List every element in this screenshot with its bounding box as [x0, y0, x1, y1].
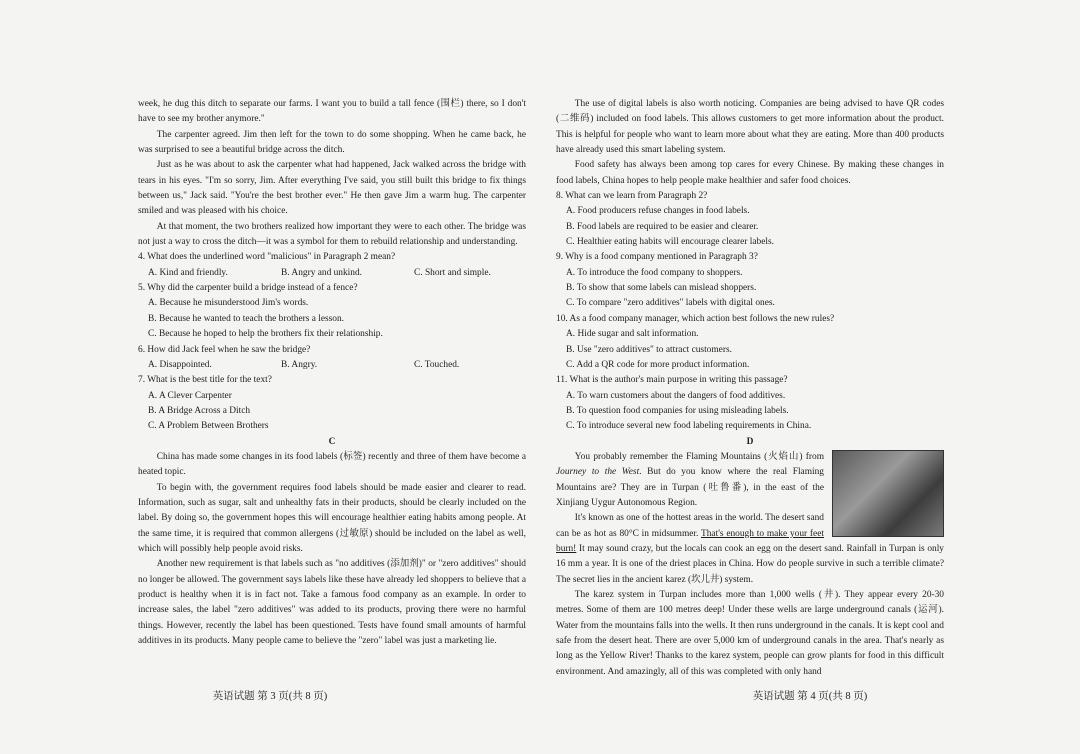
paragraph: At that moment, the two brothers realized how important they were to each other. The bridge was not just a way to cross the ditch—it was a symbol for them to rebuild relationship and understanding.: [138, 221, 526, 248]
option-b: B. To question food companies for using misleading labels.: [566, 405, 789, 416]
question-5: 5. Why did the carpenter build a bridge instead of a fence?: [138, 283, 358, 294]
section-heading-d: D: [746, 436, 754, 447]
option-b: B. Food labels are required to be easier and clearer.: [566, 221, 759, 232]
question-10: 10. As a food company manager, which action best follows the new rules?: [556, 313, 835, 324]
option-c: C. Short and simple.: [414, 267, 491, 278]
option-a: A. Kind and friendly.: [148, 267, 228, 278]
option-a: A. To warn customers about the dangers of food additives.: [566, 390, 786, 401]
option-c: C. Healthier eating habits will encourage clearer labels.: [566, 237, 774, 248]
underlined-sentence: That's enough to make your feet burn!: [556, 528, 824, 554]
option-b: B. Use "zero additives" to attract customers.: [566, 344, 732, 355]
option-c: C. To introduce several new food labeling requirements in China.: [566, 421, 812, 432]
paragraph: Just as he was about to ask the carpenter what had happened, Jack walked across the bridge with tears in his eyes. "I'm so sorry, Jim. After everything I've said, you still built this bridge to fix things between us," Jack said. "You're the best brother ever." He then gave Jim a warm hug. The carpenter smiled and was pleased with his choice.: [138, 160, 526, 217]
question-4-options: [138, 266, 526, 281]
text-run: It may sound crazy, but the locals can cook an egg on the desert sand. Rainfall in Turpan is only 16 mm a year. It is one of the driest places in China. How do people survive in such a terrible climate? The secret lies in the ancient karez (坎儿井) system.: [556, 543, 944, 585]
option-a: A. To introduce the food company to shoppers.: [566, 267, 743, 278]
page-4: [540, 0, 1080, 754]
paragraph: China has made some changes in its food labels (标签) recently and three of them have become a heated topic.: [138, 451, 526, 478]
option-b: B. Angry.: [281, 359, 318, 370]
option-a: A. Disappointed.: [148, 359, 212, 370]
option-b: B. A Bridge Across a Ditch: [148, 405, 251, 416]
text-run: It's known as one of the hottest areas in the world. The desert sand can be as hot as 80°C in midsummer.: [556, 513, 824, 539]
option-c: C. To compare "zero additives" labels with digital ones.: [566, 298, 775, 309]
paragraph: week, he dug this ditch to separate our farms. I want you to build a tall fence (围栏) there, so I don't have to see my brother anymore.": [138, 99, 526, 125]
paragraph: Food safety has always been among top cares for every Chinese. By making these changes in food labels, China hopes to help people make healthier and safer food choices.: [556, 160, 944, 186]
option-c: C. Because he hoped to help the brothers fix their relationship.: [148, 329, 383, 340]
option-c: C. A Problem Between Brothers: [148, 421, 269, 432]
paragraph: The karez system in Turpan includes more than 1,000 wells (井). They appear every 20-30 metres. Some of them are 100 metres deep! Under these wells are large underground canals (运河). Water from the mountains falls into the wells. It then runs underground in the canals. It is kept cool and safe from the desert heat. There are over 5,000 km of underground canals in the area. That's nearly as long as the Yellow River! Thanks to the karez system, people can grow plants for food in this difficult environment. And amazingly, all of this was completed with only hand: [556, 590, 944, 677]
option-b: B. Angry and unkind.: [281, 267, 362, 278]
option-c: C. Add a QR code for more product information.: [566, 359, 750, 370]
paragraph: The carpenter agreed. Jim then left for the town to do some shopping. When he came back, he was surprised to see a beautiful bridge across the ditch.: [138, 129, 526, 156]
question-6: 6. How did Jack feel when he saw the bridge?: [138, 344, 311, 355]
question-6-options: [138, 358, 526, 373]
page-footer: 英语试题 第 3 页(共 8 页): [212, 691, 328, 702]
question-8: 8. What can we learn from Paragraph 2?: [556, 191, 708, 202]
option-a: A. Food producers refuse changes in food labels.: [566, 206, 750, 217]
option-a: A. Because he misunderstood Jim's words.: [148, 298, 309, 309]
right-column: [556, 97, 944, 680]
option-b: B. Because he wanted to teach the brothers a lesson.: [148, 313, 345, 324]
option-a: A. Hide sugar and salt information.: [566, 329, 699, 340]
book-title: Journey to the West: [556, 467, 640, 478]
paragraph: The use of digital labels is also worth noticing. Companies are being advised to have QR codes (二维码) included on food labels. This allows customers to get more information about the product. This is helpful for people who want to learn more about what they are eating. More than 400 products have already used this smart labeling system.: [556, 99, 944, 156]
question-4: 4. What does the underlined word "malicious" in Paragraph 2 mean?: [138, 252, 396, 263]
question-7: 7. What is the best title for the text?: [138, 375, 272, 386]
question-11: 11. What is the author's main purpose in writing this passage?: [556, 375, 788, 386]
left-column: [138, 97, 526, 649]
text-run: You probably remember the Flaming Mountains (火焰山) from: [574, 451, 824, 462]
page-footer: 英语试题 第 4 页(共 8 页): [752, 691, 868, 702]
paragraph: Another new requirement is that labels such as "no additives (添加剂)" or "zero additives" should no longer be allowed. The government says labels like these have already led shoppers to believe that a product is healthy when it is in fact not. Take a famous food company as an example. In order to increase sales, the label "zero additives" was added to its products, proving there were no harmful things. However, recently the label has been questioned. Tests have found small amounts of harmful additives in its products. Many people came to believe the "zero" label was just a marketing lie.: [138, 559, 526, 647]
option-a: A. A Clever Carpenter: [148, 390, 232, 401]
option-c: C. Touched.: [414, 359, 460, 370]
question-9: 9. Why is a food company mentioned in Paragraph 3?: [556, 252, 758, 263]
section-heading-c: C: [328, 436, 336, 447]
option-b: B. To show that some labels can mislead shoppers.: [566, 283, 757, 294]
text-run: . But do you know where the real Flaming Mountains are? They are in Turpan (吐鲁番), in the east of the Xinjiang Uygur Autonomous Region.: [556, 467, 824, 508]
flaming-mountains-photo: [832, 450, 944, 537]
paragraph: To begin with, the government requires food labels should be made easier and clearer to read. Information, such as sugar, salt and unhealthy fats in their products, should be clearly included on the label. By doing so, the government hopes this will encourage healthier eating habits among people. At the same time, it is required that common allergens (过敏原) should be included on the label as well, which will possibly help people avoid risks.: [138, 482, 526, 554]
